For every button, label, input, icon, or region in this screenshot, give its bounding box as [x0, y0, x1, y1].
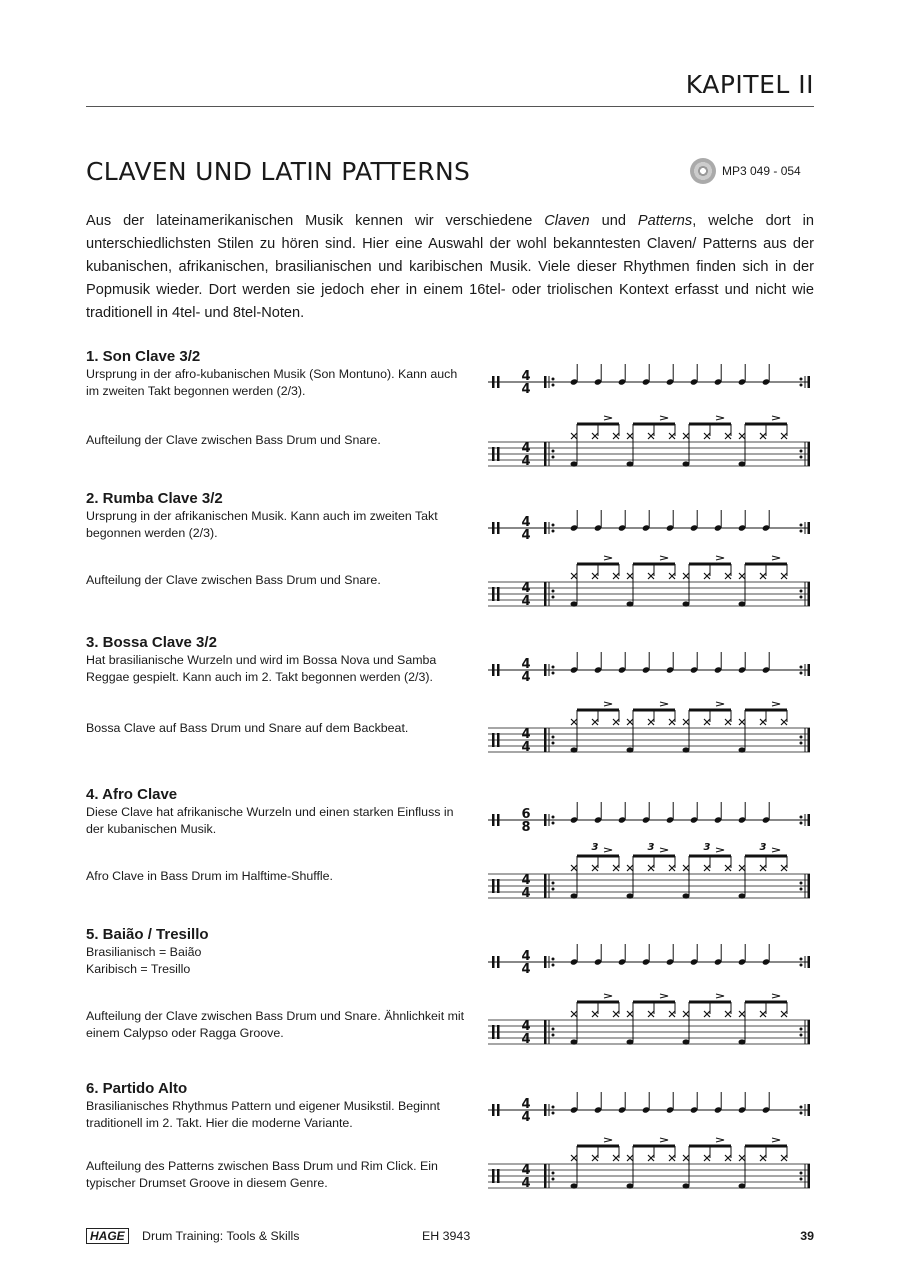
clef-bar: [492, 1025, 495, 1039]
accent-mark: [772, 416, 780, 420]
accent-mark: [772, 1138, 780, 1142]
intro-paragraph: [86, 210, 814, 325]
section-heading: 6. Partido Alto: [86, 1080, 188, 1097]
hihat-note: [760, 433, 766, 439]
repeat-dot: [800, 882, 803, 885]
section-partido-alto: [86, 1080, 466, 1190]
time-signature-top: 4: [521, 1097, 531, 1112]
repeat-dot: [552, 1178, 555, 1181]
repeat-dot: [800, 530, 803, 533]
bass-drum-note: [739, 893, 746, 898]
time-signature-top: 4: [521, 949, 531, 964]
repeat-dot: [552, 596, 555, 599]
clef-bar: [497, 814, 500, 826]
publisher-logo: HAGE: [86, 1228, 129, 1244]
clef-bar: [492, 1169, 495, 1183]
accent-mark: [716, 702, 724, 706]
repeat-dot: [800, 742, 803, 745]
hihat-note: [760, 1155, 766, 1161]
hihat-note: [725, 433, 731, 439]
hihat-note: [781, 719, 787, 725]
hihat-note: [571, 719, 577, 725]
repeat-dot: [800, 958, 803, 961]
repeat-dot: [800, 1028, 803, 1031]
clef-bar: [497, 447, 500, 461]
hihat-note: [627, 433, 633, 439]
hihat-note: [669, 865, 675, 871]
repeat-bar: [808, 376, 811, 388]
accent-mark: [604, 416, 612, 420]
repeat-bar: [808, 1164, 811, 1188]
hihat-note: [571, 573, 577, 579]
hihat-note: [725, 719, 731, 725]
page-footer: [86, 1228, 814, 1246]
section-groove-description: Aufteilung der Clave zwischen Bass Drum und Snare. Ähnlichkeit mit einem Calypso oder Ragga Groove.: [86, 1009, 465, 1040]
clef-bar: [497, 376, 500, 388]
repeat-bar: [808, 522, 811, 534]
repeat-dot: [800, 672, 803, 675]
bass-drum-note: [627, 1183, 634, 1188]
bass-drum-note: [627, 893, 634, 898]
hihat-note: [592, 433, 598, 439]
intro-part-2: und: [589, 213, 638, 229]
hihat-note: [760, 719, 766, 725]
hihat-note: [739, 573, 745, 579]
repeat-dot: [552, 590, 555, 593]
page-title: CLAVEN UND LATIN PATTERNS: [86, 157, 471, 186]
section-heading: 5. Baião / Tresillo: [86, 926, 209, 943]
hihat-note: [648, 865, 654, 871]
section-afro-clave: [86, 786, 466, 883]
section-son-clave: [86, 348, 466, 447]
clef-bar: [497, 956, 500, 968]
triplet-mark: 3: [647, 842, 655, 853]
notation-section-6: [488, 1092, 810, 1191]
repeat-dot: [552, 822, 555, 825]
hihat-note: [571, 1011, 577, 1017]
mp3-label: MP3 049 - 054: [722, 164, 801, 178]
hihat-note: [669, 433, 675, 439]
hihat-note: [781, 1155, 787, 1161]
repeat-dot: [552, 672, 555, 675]
clef-bar: [497, 1025, 500, 1039]
repeat-dot: [800, 450, 803, 453]
hihat-note: [613, 1155, 619, 1161]
clef-bar: [492, 664, 495, 676]
repeat-bar: [808, 956, 811, 968]
repeat-dot: [800, 378, 803, 381]
clef-bar: [497, 522, 500, 534]
hihat-note: [683, 719, 689, 725]
hihat-note: [592, 1011, 598, 1017]
bass-drum-note: [571, 1183, 578, 1188]
hihat-note: [781, 433, 787, 439]
notation-section-1: [488, 364, 810, 469]
accent-mark: [660, 702, 668, 706]
hihat-note: [739, 865, 745, 871]
clef-bar: [492, 879, 495, 893]
repeat-dot: [552, 742, 555, 745]
repeat-dot: [552, 1172, 555, 1175]
bass-drum-note: [627, 601, 634, 606]
time-signature-bottom: 4: [521, 594, 531, 609]
hihat-note: [648, 1155, 654, 1161]
intro-em-patterns: Patterns: [637, 213, 693, 229]
section-description: Hat brasilianische Wurzeln und wird im Bossa Nova und Samba Reggae gespielt. Kann auch im 2. Takt begonnen werden (2/3).: [86, 653, 437, 684]
repeat-dot: [552, 964, 555, 967]
repeat-bar: [808, 874, 811, 898]
repeat-bar: [544, 728, 547, 752]
repeat-bar: [808, 442, 811, 466]
repeat-dot: [800, 1034, 803, 1037]
hihat-note: [725, 1155, 731, 1161]
repeat-dot: [800, 384, 803, 387]
hihat-note: [627, 719, 633, 725]
repeat-bar: [544, 956, 547, 968]
hihat-note: [592, 1155, 598, 1161]
repeat-dot: [800, 590, 803, 593]
hihat-note: [739, 1011, 745, 1017]
bass-drum-note: [683, 1183, 690, 1188]
bass-drum-note: [683, 893, 690, 898]
clef-bar: [492, 587, 495, 601]
section-description: Diese Clave hat afrikanische Wurzeln und einen starken Einfluss in der kubanischen Musik.: [86, 805, 454, 836]
repeat-dot: [552, 666, 555, 669]
mp3-reference: [690, 158, 801, 184]
accent-mark: [716, 848, 724, 852]
accent-mark: [772, 848, 780, 852]
repeat-dot: [552, 450, 555, 453]
clef-bar: [497, 1169, 500, 1183]
repeat-bar: [544, 874, 547, 898]
accent-mark: [716, 1138, 724, 1142]
section-groove-description: Afro Clave in Bass Drum im Halftime-Shuffle.: [86, 869, 333, 883]
time-signature-top: 4: [521, 727, 531, 742]
repeat-dot: [552, 378, 555, 381]
bass-drum-note: [739, 1183, 746, 1188]
repeat-bar: [808, 814, 811, 826]
hihat-note: [648, 433, 654, 439]
clef-bar: [492, 376, 495, 388]
time-signature-bottom: 4: [521, 886, 531, 901]
page-number: 39: [800, 1229, 814, 1243]
hihat-note: [739, 719, 745, 725]
hihat-note: [704, 719, 710, 725]
accent-mark: [604, 848, 612, 852]
accent-mark: [660, 556, 668, 560]
clef-bar: [497, 733, 500, 747]
hihat-note: [613, 719, 619, 725]
repeat-bar: [808, 582, 811, 606]
repeat-dot: [552, 1028, 555, 1031]
time-signature-top: 4: [521, 369, 531, 384]
clef-bar: [492, 1104, 495, 1116]
accent-mark: [604, 1138, 612, 1142]
time-signature-bottom: 4: [521, 528, 531, 543]
accent-mark: [660, 848, 668, 852]
hihat-note: [648, 719, 654, 725]
repeat-dot: [552, 882, 555, 885]
hihat-note: [704, 1155, 710, 1161]
repeat-dot: [552, 1034, 555, 1037]
accent-mark: [716, 994, 724, 998]
repeat-dot: [800, 524, 803, 527]
repeat-bar: [544, 442, 547, 466]
hihat-note: [613, 1011, 619, 1017]
triplet-mark: 3: [703, 842, 711, 853]
clef-bar: [497, 1104, 500, 1116]
hihat-note: [725, 865, 731, 871]
time-signature-bottom: 4: [521, 1032, 531, 1047]
clef-bar: [492, 956, 495, 968]
bass-drum-note: [571, 893, 578, 898]
section-groove-description: Bossa Clave auf Bass Drum und Snare auf dem Backbeat.: [86, 721, 409, 735]
accent-mark: [716, 556, 724, 560]
repeat-bar: [544, 1020, 547, 1044]
section-description: Ursprung in der afrikanischen Musik. Kann auch im zweiten Takt begonnen werden (2/3).: [86, 509, 438, 540]
accent-mark: [660, 416, 668, 420]
accent-mark: [772, 702, 780, 706]
time-signature-top: 4: [521, 581, 531, 596]
clef-bar: [492, 447, 495, 461]
bass-drum-note: [739, 747, 746, 752]
hihat-note: [704, 573, 710, 579]
accent-mark: [604, 702, 612, 706]
chapter-rule: [86, 106, 814, 107]
repeat-bar: [808, 1104, 811, 1116]
intro-part-3: , welche dort in unterschiedlichsten Stilen zu hören sind. Hier eine Auswahl der wohl bekanntesten Claven/ Patterns aus der kubanischen, afrikanischen, brasilianischen und karibischen Musik. Viele dieser Rhythmen finden sich in der Popmusik wieder. Dort werden sie jedoch eher in einem 16tel- oder triolischen Kontext erfasst und nicht wie traditionell in 4tel- und 8tel-Noten.: [86, 213, 814, 321]
repeat-dot: [552, 530, 555, 533]
section-heading: 1. Son Clave 3/2: [86, 348, 201, 365]
time-signature-top: 4: [521, 1163, 531, 1178]
time-signature-bottom: 4: [521, 962, 531, 977]
hihat-note: [760, 865, 766, 871]
section-heading: 3. Bossa Clave 3/2: [86, 634, 217, 651]
hihat-note: [613, 573, 619, 579]
repeat-dot: [800, 1178, 803, 1181]
hihat-note: [613, 865, 619, 871]
hihat-note: [739, 1155, 745, 1161]
hihat-note: [648, 1011, 654, 1017]
repeat-dot: [552, 456, 555, 459]
time-signature-bottom: 4: [521, 1176, 531, 1191]
hihat-note: [781, 1011, 787, 1017]
notation-section-4: [488, 802, 810, 901]
repeat-dot: [800, 456, 803, 459]
hihat-note: [760, 1011, 766, 1017]
accent-mark: [660, 994, 668, 998]
clef-bar: [497, 664, 500, 676]
hihat-note: [571, 1155, 577, 1161]
section-groove-description: Aufteilung der Clave zwischen Bass Drum und Snare.: [86, 433, 381, 447]
time-signature-top: 4: [521, 657, 531, 672]
notation-section-3: [488, 652, 810, 755]
repeat-dot: [800, 964, 803, 967]
repeat-dot: [552, 524, 555, 527]
time-signature-top: 6: [521, 807, 531, 822]
section-description: Brasilianisch = Baião Karibisch = Tresillo: [86, 945, 202, 976]
bass-drum-note: [739, 601, 746, 606]
hihat-note: [739, 433, 745, 439]
hihat-note: [781, 573, 787, 579]
repeat-bar: [544, 376, 547, 388]
bass-drum-note: [739, 461, 746, 466]
hihat-note: [704, 865, 710, 871]
repeat-dot: [552, 958, 555, 961]
section-groove-description: Aufteilung des Patterns zwischen Bass Drum und Rim Click. Ein typischer Drumset Groove in diesem Genre.: [86, 1159, 438, 1190]
bass-drum-note: [683, 601, 690, 606]
bass-drum-note: [627, 747, 634, 752]
hihat-note: [683, 433, 689, 439]
hihat-note: [725, 573, 731, 579]
section-heading: 4. Afro Clave: [86, 786, 178, 803]
hihat-note: [704, 433, 710, 439]
clef-bar: [492, 814, 495, 826]
bass-drum-note: [739, 1039, 746, 1044]
repeat-bar: [544, 1164, 547, 1188]
repeat-dot: [800, 666, 803, 669]
bass-drum-note: [571, 747, 578, 752]
section-description: Brasilianisches Rhythmus Pattern und eigener Musikstil. Beginnt traditionell im 2. Takt. Hier die moderne Variante.: [86, 1099, 440, 1130]
repeat-dot: [552, 888, 555, 891]
section-description: Ursprung in der afro-kubanischen Musik (Son Montuno). Kann auch im zweiten Takt begonnen werden (2/3).: [86, 367, 458, 398]
triplet-mark: 3: [759, 842, 767, 853]
time-signature-top: 4: [521, 1019, 531, 1034]
hihat-note: [669, 719, 675, 725]
hihat-note: [669, 573, 675, 579]
bass-drum-note: [571, 1039, 578, 1044]
hihat-note: [725, 1011, 731, 1017]
intro-em-claven: Claven: [544, 213, 590, 229]
hihat-note: [627, 865, 633, 871]
repeat-dot: [800, 888, 803, 891]
repeat-dot: [552, 816, 555, 819]
time-signature-bottom: 8: [521, 820, 531, 835]
hihat-note: [704, 1011, 710, 1017]
repeat-dot: [800, 1172, 803, 1175]
hihat-note: [669, 1011, 675, 1017]
chapter-heading: KAPITEL II: [685, 70, 814, 99]
repeat-dot: [800, 1106, 803, 1109]
book-title: Drum Training: Tools & Skills: [142, 1229, 300, 1243]
bass-drum-note: [683, 461, 690, 466]
time-signature-bottom: 4: [521, 1110, 531, 1125]
bass-drum-note: [571, 461, 578, 466]
accent-mark: [604, 994, 612, 998]
section-baiao-tresillo: [86, 926, 466, 1040]
repeat-bar: [808, 728, 811, 752]
time-signature-bottom: 4: [521, 382, 531, 397]
bass-drum-note: [627, 1039, 634, 1044]
clef-bar: [497, 587, 500, 601]
repeat-bar: [544, 664, 547, 676]
notation-section-2: [488, 510, 810, 609]
time-signature-top: 4: [521, 873, 531, 888]
repeat-bar: [544, 522, 547, 534]
time-signature-bottom: 4: [521, 740, 531, 755]
notation-section-5: [488, 944, 810, 1047]
hihat-note: [627, 1011, 633, 1017]
repeat-dot: [800, 1112, 803, 1115]
accent-mark: [660, 1138, 668, 1142]
hihat-note: [571, 865, 577, 871]
repeat-dot: [800, 816, 803, 819]
notation-area: [488, 350, 814, 1210]
hihat-note: [592, 865, 598, 871]
hihat-note: [781, 865, 787, 871]
repeat-bar: [544, 1104, 547, 1116]
repeat-dot: [800, 596, 803, 599]
edition-code: EH 3943: [422, 1229, 471, 1243]
hihat-note: [627, 1155, 633, 1161]
accent-mark: [772, 556, 780, 560]
hihat-note: [592, 719, 598, 725]
section-heading: 2. Rumba Clave 3/2: [86, 490, 223, 507]
section-groove-description: Aufteilung der Clave zwischen Bass Drum und Snare.: [86, 573, 381, 587]
hihat-note: [760, 573, 766, 579]
accent-mark: [716, 416, 724, 420]
hihat-note: [627, 573, 633, 579]
time-signature-top: 4: [521, 515, 531, 530]
hihat-note: [683, 865, 689, 871]
accent-mark: [604, 556, 612, 560]
intro-part-1: Aus der lateinamerikanischen Musik kennen wir verschiedene: [86, 213, 545, 229]
hihat-note: [613, 433, 619, 439]
hihat-note: [571, 433, 577, 439]
repeat-dot: [552, 736, 555, 739]
cd-icon: [690, 158, 716, 184]
hihat-note: [683, 1011, 689, 1017]
repeat-dot: [552, 384, 555, 387]
bass-drum-note: [571, 601, 578, 606]
accent-mark: [772, 994, 780, 998]
bass-drum-note: [683, 1039, 690, 1044]
repeat-bar: [544, 814, 547, 826]
hihat-note: [683, 573, 689, 579]
repeat-dot: [552, 1106, 555, 1109]
time-signature-bottom: 4: [521, 670, 531, 685]
bass-drum-note: [627, 461, 634, 466]
hihat-note: [592, 573, 598, 579]
repeat-bar: [544, 582, 547, 606]
time-signature-top: 4: [521, 441, 531, 456]
hihat-note: [648, 573, 654, 579]
section-rumba-clave: [86, 490, 466, 587]
hihat-note: [669, 1155, 675, 1161]
clef-bar: [497, 879, 500, 893]
repeat-bar: [808, 664, 811, 676]
time-signature-bottom: 4: [521, 454, 531, 469]
repeat-bar: [808, 1020, 811, 1044]
bass-drum-note: [683, 747, 690, 752]
repeat-dot: [800, 822, 803, 825]
triplet-mark: 3: [591, 842, 599, 853]
repeat-dot: [552, 1112, 555, 1115]
repeat-dot: [800, 736, 803, 739]
clef-bar: [492, 522, 495, 534]
clef-bar: [492, 733, 495, 747]
hihat-note: [683, 1155, 689, 1161]
section-bossa-clave: [86, 634, 466, 735]
